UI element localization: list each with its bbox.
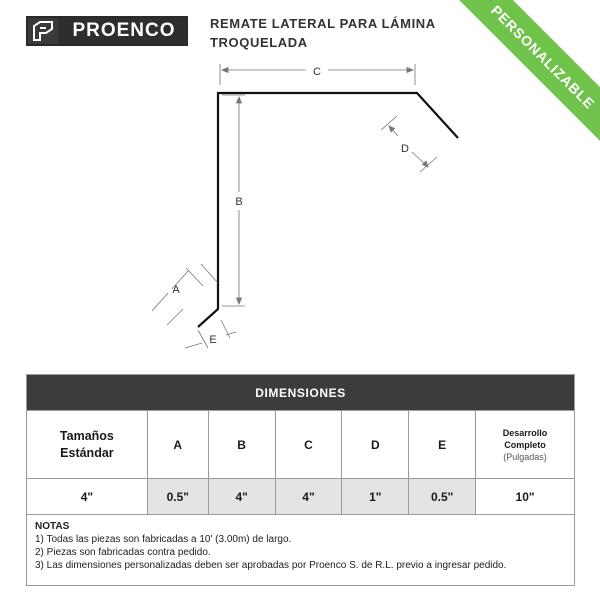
std-label-2: Estándar	[60, 445, 114, 460]
table-header: DIMENSIONES	[27, 375, 575, 411]
dc-label-1: Desarrollo	[502, 427, 548, 438]
column-header-row	[27, 411, 575, 479]
profile-diagram	[0, 50, 600, 360]
proenco-logo	[26, 16, 188, 46]
label-e: E	[209, 334, 217, 346]
dc-label-2: Completo	[504, 439, 546, 450]
dc-label-3: (Pulgadas)	[503, 451, 547, 462]
label-d: D	[401, 143, 409, 155]
std-label-1: Tamaños	[59, 428, 114, 443]
dimensions-table	[26, 374, 575, 515]
notes-box	[26, 514, 575, 586]
notes-title: NOTAS	[35, 521, 70, 532]
col-b: B	[208, 411, 275, 479]
ribbon-label: PERSONALIZABLE	[450, 0, 600, 150]
dimension-a	[152, 264, 218, 325]
note-item: 2) Piezas son fabricadas contra pedido.	[35, 547, 211, 558]
cell-size: 4"	[27, 479, 148, 515]
label-c: C	[313, 66, 321, 78]
col-a: A	[147, 411, 208, 479]
cell-e: 0.5"	[409, 479, 476, 515]
label-b: B	[235, 196, 243, 208]
table-header-row	[27, 375, 575, 411]
label-a: A	[172, 284, 180, 296]
title-line-2: TROQUELADA	[210, 35, 308, 50]
table-row	[27, 479, 575, 515]
cell-d: 1"	[342, 479, 409, 515]
cell-c: 4"	[275, 479, 342, 515]
cell-a: 0.5"	[147, 479, 208, 515]
cell-total: 10"	[476, 479, 575, 515]
col-full-development	[476, 411, 575, 479]
profile-shape	[198, 93, 458, 327]
dimension-d	[381, 116, 437, 172]
note-item: 1) Todas las piezas son fabricadas a 10' (3.00m) de largo.	[35, 534, 292, 545]
brand-name: PROENCO	[58, 18, 186, 44]
cell-b: 4"	[208, 479, 275, 515]
page-title	[210, 14, 480, 52]
note-item: 3) Las dimensiones personalizadas deben ser aprobadas por Proenco S. de R.L. previo a ingresar pedido.	[35, 560, 507, 571]
title-line-1: REMATE LATERAL PARA LÁMINA	[210, 16, 436, 31]
col-e: E	[409, 411, 476, 479]
proenco-logo-icon	[28, 18, 58, 44]
col-standard-size	[27, 411, 148, 479]
col-d: D	[342, 411, 409, 479]
col-c: C	[275, 411, 342, 479]
